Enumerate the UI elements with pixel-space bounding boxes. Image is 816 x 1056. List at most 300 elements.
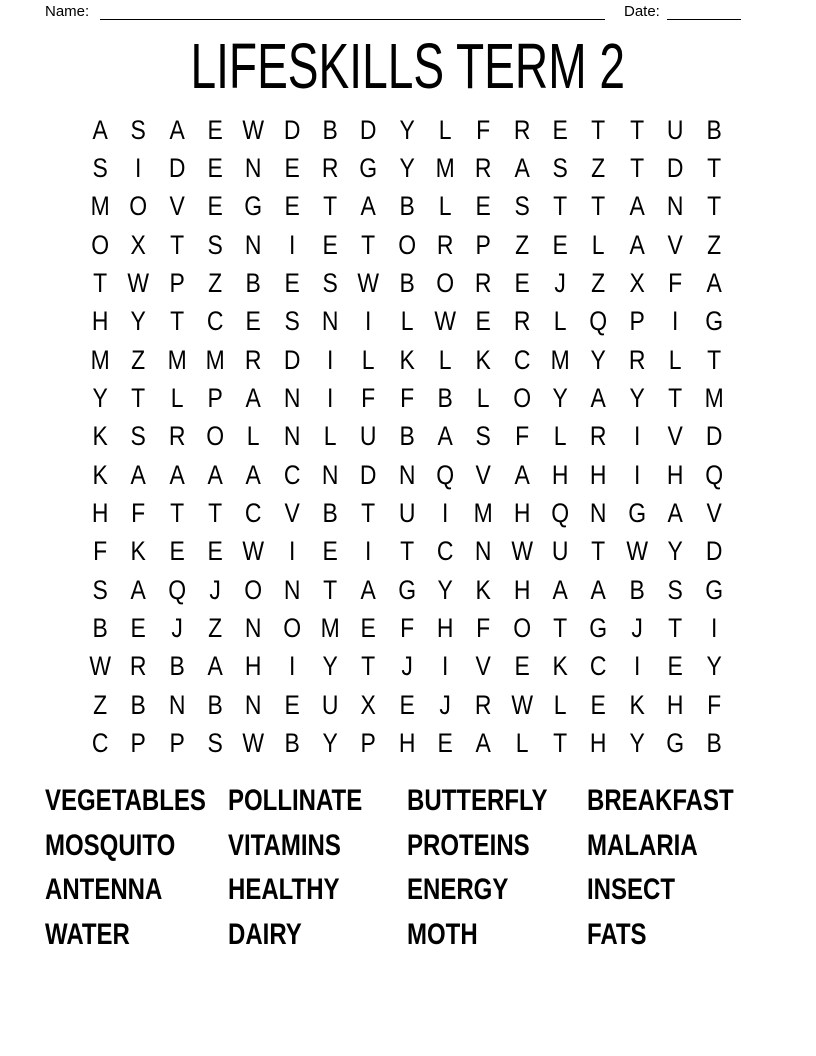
grid-letter: P	[629, 306, 645, 337]
grid-letter: T	[668, 383, 683, 414]
letter-grid	[81, 111, 733, 763]
grid-letter: E	[667, 651, 683, 682]
grid-letter: V	[667, 421, 683, 452]
grid-letter: E	[514, 268, 530, 299]
grid-letter: A	[360, 574, 377, 605]
grid-letter: F	[476, 613, 491, 644]
grid-letter: Y	[322, 728, 338, 759]
grid-letter: Y	[706, 651, 722, 682]
grid-letter: D	[360, 459, 377, 490]
grid-letter: Y	[629, 728, 645, 759]
grid-letter: T	[169, 306, 184, 337]
word-list-item	[45, 913, 228, 958]
grid-letter: H	[590, 459, 607, 490]
grid-letter: K	[475, 344, 492, 375]
grid-letter: Z	[591, 153, 606, 184]
grid-letter: T	[553, 191, 568, 222]
word-list-item	[407, 779, 587, 824]
grid-letter: H	[436, 613, 454, 644]
grid-letter: M	[90, 344, 110, 375]
grid-letter: B	[629, 574, 645, 605]
grid-letter: Z	[208, 613, 223, 644]
grid-letter: A	[667, 498, 683, 529]
word-list-item	[45, 824, 228, 869]
grid-letter: L	[362, 344, 375, 375]
grid-letter: G	[704, 574, 723, 605]
grid-letter: O	[244, 574, 263, 605]
grid-letter: J	[401, 651, 413, 682]
grid-letter: G	[628, 498, 646, 529]
grid-letter: E	[475, 191, 492, 222]
grid-letter: T	[553, 728, 568, 759]
grid-letter: B	[399, 191, 415, 222]
grid-letter: D	[168, 153, 186, 184]
grid-letter: Z	[131, 344, 146, 375]
word-list-item	[407, 868, 587, 913]
grid-letter: R	[245, 344, 262, 375]
grid-letter: H	[91, 498, 109, 529]
grid-letter: L	[438, 114, 452, 145]
grid-letter: Z	[208, 268, 223, 299]
grid-letter: A	[169, 459, 185, 490]
grid-letter: Q	[436, 459, 455, 490]
grid-letter: E	[169, 536, 185, 567]
word-list-item-label: VITAMINS	[228, 828, 341, 862]
grid-letter: C	[245, 498, 262, 529]
grid-letter: H	[667, 689, 684, 720]
grid-letter: L	[438, 344, 452, 375]
grid-letter: E	[284, 153, 300, 184]
word-list-item	[407, 913, 587, 958]
grid-letter: Q	[589, 306, 608, 337]
grid-letter: D	[667, 153, 684, 184]
grid-letter: N	[398, 459, 416, 490]
grid-letter: H	[513, 498, 531, 529]
grid-letter: Z	[591, 268, 606, 299]
grid-letter: R	[590, 421, 607, 452]
grid-letter: Y	[322, 651, 338, 682]
grid-letter: W	[626, 536, 648, 567]
grid-letter: E	[207, 536, 223, 567]
grid-letter: B	[92, 613, 108, 644]
grid-letter: A	[245, 383, 262, 414]
grid-letter: N	[168, 689, 186, 720]
grid-letter: P	[475, 229, 492, 260]
word-list-item	[45, 868, 228, 913]
grid-letter: I	[365, 306, 372, 337]
grid-letter: Y	[399, 114, 415, 145]
grid-letter: J	[631, 613, 643, 644]
grid-letter: E	[437, 728, 453, 759]
word-list-item	[587, 779, 771, 824]
grid-letter: W	[511, 536, 533, 567]
word-list-item-label: MOSQUITO	[45, 828, 176, 862]
grid-letter: O	[282, 613, 301, 644]
grid-letter: J	[171, 613, 183, 644]
word-list-item-label: ANTENNA	[45, 873, 163, 907]
word-list-item-label: DAIRY	[228, 917, 302, 951]
word-list-item-label: FATS	[587, 917, 647, 951]
grid-letter: L	[477, 383, 490, 414]
page-title: LIFESKILLS TERM 2	[190, 30, 626, 102]
grid-letter: L	[553, 689, 567, 720]
grid-letter: M	[90, 191, 110, 222]
grid-letter: I	[365, 536, 372, 567]
grid-letter: O	[513, 383, 531, 414]
word-list-item-label: PROTEINS	[407, 828, 530, 862]
grid-letter: O	[436, 268, 455, 299]
grid-letter: A	[207, 651, 223, 682]
grid-letter: A	[207, 459, 223, 490]
word-list-item	[228, 779, 407, 824]
grid-letter: U	[360, 421, 377, 452]
grid-letter: N	[245, 153, 262, 184]
grid-letter: N	[283, 383, 301, 414]
grid-letter: F	[361, 383, 376, 414]
grid-letter: H	[667, 459, 684, 490]
word-list-item	[45, 779, 228, 824]
grid-letter: Y	[629, 383, 645, 414]
grid-letter: T	[706, 344, 721, 375]
grid-letter: M	[435, 153, 455, 184]
grid-letter: T	[553, 613, 568, 644]
grid-letter: L	[323, 421, 337, 452]
grid-letter: L	[553, 421, 567, 452]
grid-letter: M	[320, 613, 340, 644]
word-list-item	[587, 824, 771, 869]
grid-letter: W	[242, 728, 265, 759]
grid-letter: T	[323, 191, 338, 222]
grid-letter: E	[590, 689, 607, 720]
grid-letter: G	[244, 191, 263, 222]
grid-letter: H	[513, 574, 531, 605]
grid-letter: L	[553, 306, 567, 337]
grid-letter: Y	[437, 574, 453, 605]
grid-letter: N	[283, 574, 301, 605]
grid-letter: Q	[167, 574, 186, 605]
word-list-item-label: BUTTERFLY	[407, 784, 548, 818]
grid-letter: D	[360, 114, 377, 145]
grid-letter: T	[323, 574, 338, 605]
grid-letter: Y	[399, 153, 415, 184]
grid-letter: E	[322, 536, 338, 567]
grid-letter: U	[321, 689, 339, 720]
grid-letter: G	[704, 306, 723, 337]
grid-letter: E	[284, 689, 300, 720]
grid-letter: E	[207, 153, 223, 184]
grid-letter: U	[398, 498, 416, 529]
grid-letter: H	[245, 651, 262, 682]
grid-letter: T	[706, 153, 721, 184]
grid-letter: A	[514, 153, 530, 184]
grid-letter: W	[89, 651, 111, 682]
grid-letter: D	[705, 421, 722, 452]
grid-letter: N	[321, 459, 339, 490]
grid-letter: M	[704, 383, 724, 414]
grid-letter: B	[245, 268, 262, 299]
grid-letter: V	[667, 229, 683, 260]
grid-letter: D	[283, 114, 301, 145]
grid-letter: A	[245, 459, 262, 490]
grid-letter: I	[633, 651, 641, 682]
grid-letter: B	[284, 728, 300, 759]
word-list-item	[587, 913, 771, 958]
grid-letter: I	[327, 383, 334, 414]
grid-letter: X	[629, 268, 645, 299]
grid-letter: W	[242, 536, 265, 567]
grid-letter: T	[399, 536, 414, 567]
word-list-item-label: WATER	[45, 917, 130, 951]
grid-letter: J	[439, 689, 452, 720]
grid-letter: C	[206, 306, 224, 337]
grid-letter: J	[554, 268, 567, 299]
grid-letter: K	[399, 344, 415, 375]
word-list-item-label: HEALTHY	[228, 873, 340, 907]
grid-letter: N	[245, 689, 262, 720]
grid-letter: Y	[590, 344, 607, 375]
grid-letter: E	[399, 689, 415, 720]
grid-letter: I	[288, 536, 296, 567]
grid-letter: B	[706, 114, 722, 145]
grid-letter: S	[284, 306, 300, 337]
word-list-item-label: POLLINATE	[228, 784, 363, 818]
grid-letter: F	[93, 536, 108, 567]
grid-letter: N	[283, 421, 301, 452]
grid-letter: W	[242, 114, 265, 145]
grid-letter: B	[399, 268, 415, 299]
grid-letter: R	[321, 153, 339, 184]
grid-letter: E	[207, 114, 223, 145]
grid-letter: R	[168, 421, 186, 452]
grid-letter: D	[283, 344, 301, 375]
grid-letter: M	[205, 344, 225, 375]
grid-letter: W	[511, 689, 533, 720]
grid-letter: Z	[93, 689, 108, 720]
grid-letter: E	[284, 191, 300, 222]
grid-letter: E	[475, 306, 492, 337]
grid-letter: R	[475, 153, 492, 184]
grid-letter: T	[591, 114, 606, 145]
grid-letter: F	[131, 498, 146, 529]
grid-letter: K	[552, 651, 568, 682]
word-list-item-label: INSECT	[587, 873, 676, 907]
grid-letter: V	[706, 498, 722, 529]
grid-letter: S	[514, 191, 530, 222]
grid-letter: K	[629, 689, 645, 720]
grid-letter: A	[629, 229, 645, 260]
grid-letter: N	[321, 306, 339, 337]
grid-letter: N	[667, 191, 684, 222]
grid-letter: A	[130, 574, 147, 605]
grid-letter: L	[170, 383, 184, 414]
grid-letter: G	[359, 153, 378, 184]
grid-letter: Q	[704, 459, 723, 490]
grid-letter: G	[397, 574, 416, 605]
grid-letter: T	[591, 536, 606, 567]
grid-letter: S	[667, 574, 683, 605]
grid-letter: T	[93, 268, 108, 299]
grid-letter: I	[288, 651, 296, 682]
grid-letter: F	[706, 689, 721, 720]
grid-letter: X	[360, 689, 377, 720]
grid-letter: S	[92, 574, 108, 605]
grid-letter: O	[206, 421, 225, 452]
grid-letter: S	[130, 114, 147, 145]
grid-letter: G	[589, 613, 608, 644]
grid-letter: D	[705, 536, 722, 567]
word-list-item-label: VEGETABLES	[45, 784, 206, 818]
grid-letter: F	[514, 421, 529, 452]
grid-letter: I	[442, 498, 449, 529]
grid-letter: F	[399, 383, 414, 414]
word-list-item-label: MALARIA	[587, 828, 698, 862]
grid-letter: E	[322, 229, 338, 260]
grid-letter: Q	[551, 498, 570, 529]
grid-letter: L	[515, 728, 529, 759]
grid-letter: W	[434, 306, 457, 337]
grid-letter: L	[668, 344, 682, 375]
grid-letter: H	[552, 459, 569, 490]
date-label: Date:	[624, 3, 660, 20]
grid-letter: I	[672, 306, 679, 337]
grid-letter: S	[207, 728, 223, 759]
grid-letter: I	[288, 229, 296, 260]
grid-letter: F	[668, 268, 683, 299]
grid-letter: I	[633, 421, 641, 452]
grid-letter: A	[92, 114, 108, 145]
grid-letter: L	[592, 229, 606, 260]
grid-letter: T	[629, 114, 644, 145]
grid-letter: R	[475, 689, 492, 720]
grid-letter: B	[437, 383, 453, 414]
grid-letter: L	[438, 191, 452, 222]
grid-letter: B	[130, 689, 147, 720]
grid-letter: Z	[514, 229, 529, 260]
grid-letter: M	[167, 344, 187, 375]
grid-letter: V	[475, 459, 492, 490]
grid-letter: C	[283, 459, 301, 490]
grid-letter: A	[629, 191, 645, 222]
grid-letter: E	[245, 306, 262, 337]
grid-letter: K	[92, 421, 108, 452]
grid-letter: N	[475, 536, 492, 567]
grid-letter: E	[207, 191, 223, 222]
grid-letter: N	[245, 229, 262, 260]
grid-letter: C	[91, 728, 109, 759]
grid-letter: H	[91, 306, 109, 337]
name-label: Name:	[45, 3, 90, 20]
grid-letter: S	[475, 421, 492, 452]
grid-letter: M	[550, 344, 570, 375]
grid-letter: P	[360, 728, 377, 759]
grid-letter: M	[474, 498, 494, 529]
word-list-item	[407, 824, 587, 869]
grid-letter: K	[92, 459, 108, 490]
grid-letter: N	[590, 498, 607, 529]
grid-letter: H	[398, 728, 416, 759]
grid-letter: A	[590, 383, 607, 414]
word-list-item-label: MOTH	[407, 917, 478, 951]
grid-letter: C	[590, 651, 607, 682]
grid-letter: L	[400, 306, 414, 337]
grid-letter: A	[514, 459, 530, 490]
word-list-item	[228, 913, 407, 958]
grid-letter: F	[476, 114, 491, 145]
grid-letter: T	[591, 191, 606, 222]
grid-letter: T	[208, 498, 223, 529]
grid-letter: O	[129, 191, 148, 222]
grid-letter: B	[169, 651, 185, 682]
grid-letter: T	[361, 498, 376, 529]
grid-letter: E	[552, 229, 568, 260]
grid-letter: K	[130, 536, 147, 567]
grid-letter: P	[207, 383, 223, 414]
grid-letter: W	[127, 268, 150, 299]
grid-letter: A	[706, 268, 722, 299]
grid-letter: A	[437, 421, 453, 452]
grid-letter: R	[628, 344, 646, 375]
grid-letter: T	[668, 613, 683, 644]
grid-letter: B	[322, 114, 338, 145]
grid-letter: T	[169, 498, 184, 529]
grid-letter: O	[91, 229, 110, 260]
grid-letter: V	[475, 651, 492, 682]
grid-letter: A	[169, 114, 185, 145]
word-list-item	[228, 824, 407, 869]
grid-letter: K	[475, 574, 492, 605]
grid-letter: P	[169, 268, 185, 299]
grid-letter: T	[361, 229, 376, 260]
grid-letter: P	[130, 728, 147, 759]
word-list-item-label: BREAKFAST	[587, 784, 734, 818]
grid-letter: E	[360, 613, 377, 644]
grid-letter: Y	[667, 536, 683, 567]
grid-letter: T	[131, 383, 146, 414]
grid-letter: I	[710, 613, 717, 644]
grid-letter: U	[552, 536, 569, 567]
grid-letter: Y	[552, 383, 568, 414]
grid-letter: E	[514, 651, 530, 682]
grid-letter: U	[667, 114, 684, 145]
page-title-container	[0, 30, 816, 102]
grid-letter: I	[327, 344, 334, 375]
grid-letter: S	[552, 153, 568, 184]
grid-letter: E	[284, 268, 300, 299]
grid-letter: B	[399, 421, 415, 452]
grid-letter: A	[552, 574, 568, 605]
grid-letter: B	[207, 689, 223, 720]
grid-letter: I	[135, 153, 142, 184]
grid-letter: O	[397, 229, 416, 260]
grid-letter: C	[513, 344, 531, 375]
grid-letter: S	[130, 421, 147, 452]
grid-letter: V	[169, 191, 185, 222]
grid-letter: Y	[92, 383, 108, 414]
grid-letter: A	[130, 459, 147, 490]
grid-letter: N	[245, 613, 262, 644]
grid-letter: W	[357, 268, 380, 299]
grid-letter: R	[475, 268, 492, 299]
grid-letter: S	[207, 229, 223, 260]
grid-letter: J	[209, 574, 221, 605]
grid-letter: F	[399, 613, 414, 644]
grid-letter: S	[322, 268, 338, 299]
grid-letter: S	[92, 153, 108, 184]
grid-letter: I	[633, 459, 641, 490]
grid-letter: T	[169, 229, 184, 260]
word-list-item	[587, 868, 771, 913]
word-list-item-label: ENERGY	[407, 873, 509, 907]
